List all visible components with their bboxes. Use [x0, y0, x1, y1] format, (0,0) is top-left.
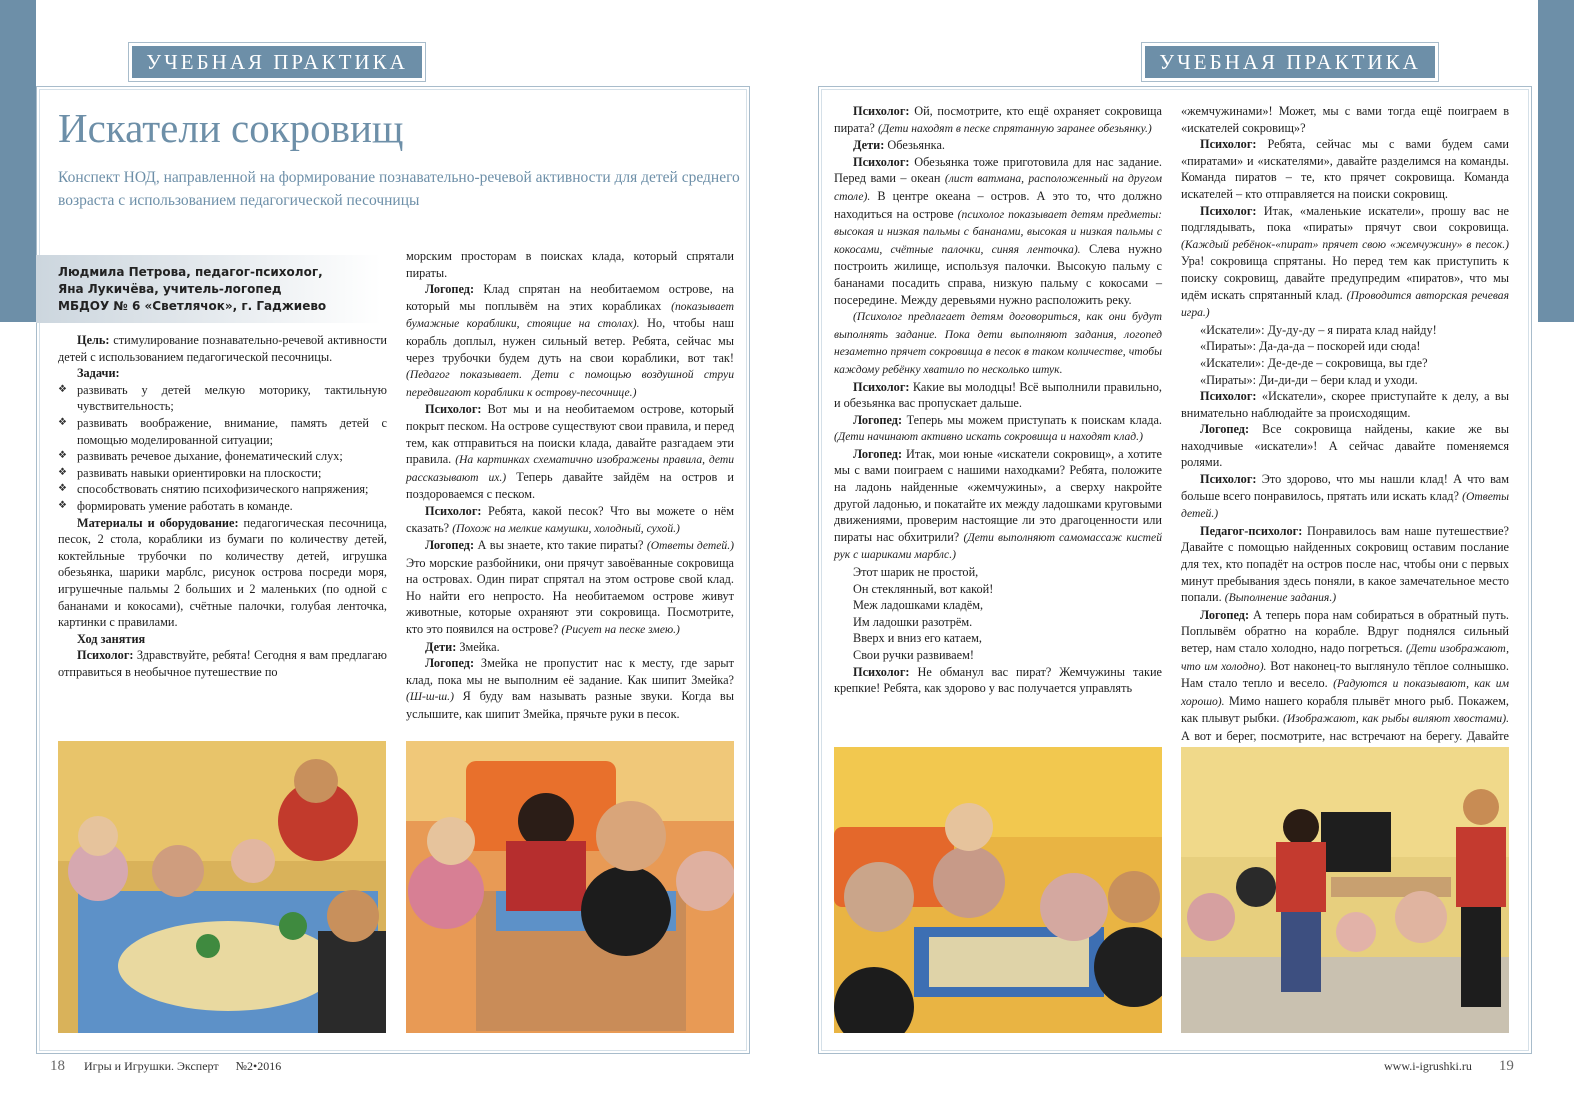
photo-2-image — [406, 741, 734, 1033]
footer-right — [1384, 1058, 1514, 1075]
magazine-name: Игры и Игрушки. Эксперт — [84, 1059, 219, 1073]
text-column-2: морским просторам в поисках клада, который спрятали пираты. Логопед: Клад спрятан на необитаемом острове, на который мы поплывём на этих корабликах (показывает бумажные кораблики, стоящие на столах). Но, чтобы наш корабль доплыл, нужен сильный ветер. Ребята, сейчас мы через трубочки будем дуть на свои кораблики, вот так! (Педагог показывает. Дети с помощью воздушной струи передвигают кораблики к острову-песочнице.) Психолог: Вот мы и на необитаемом острове, который покрыт песком. На острове существуют свои правила, и перед тем, как отправиться на поиски клада, давайте разгадаем эти правила. (На картинках схематично изображены правила, дети рассказывают их.) Теперь давайте зайдём на остров и поздороваемся с песком. Психолог: Ребята, какой песок? Что вы можете о нём сказать? (Похож на мелкие камушки, холодный, сухой.) Логопед: А вы знаете, кто такие пираты? (Ответы детей.) Это морские разбойники, они прячут завоёванные сокровища на островах. Один пират спрятал на этом острове свой клад. Но найти его непросто. На необитаемом острове живут животные, которые охраняют эти сокровища. Посмотрите, кто это появился на острове? (Рисует на песке змею.) Дети: Змейка. Логопед: Змейка не пропустит нас к месту, где зарыт клад, пока мы не выполним её задание. Как шипит Змейка? (Ш-ш-ш.) Я буду вам называть разные звуки. Когда вы услышите, как шипит Змейка, прячьте руки в песок. — [406, 249, 734, 722]
photo-1-image — [58, 741, 386, 1033]
footer-left — [50, 1058, 281, 1075]
photo-4 — [1181, 747, 1509, 1033]
text-column-3: Психолог: Ой, посмотрите, кто ещё охраняет сокровища пирата? (Дети находят в песке спрятанную заранее обезьянку.) Дети: Обезьянка. Психолог: Обезьянка тоже приготовила для нас задание. Перед вами – океан (лист ватмана, расположенный на другом столе). В центре океана – остров. А это то, что должно находиться на острове (психолог показывает детям предметы: высокая и низкая пальмы с бананами, высокая и низкая пальмы с кокосами, счётные палочки, синяя ленточка). Слева нужно построить жилище, используя палочки. Высокую пальму с бананами посадить справа, низкую пальму с кокосами – посередине. Между деревьями нужно расположить реку. (Психолог предлагает детям договориться, как они будут выполнять задание. Пока дети выполняют задания, логопед незаметно прячет сокровища в песок в таком количестве, чтобы каждому ребёнку хватило по несколько штук. Психолог: Какие вы молодцы! Всё выполнили правильно, и обезьянка вас пропускает дальше. Логопед: Теперь мы можем приступать к поискам клада. (Дети начинают активно искать сокровища и находят клад.) Логопед: Итак, мои юные «искатели сокровищ», а хотите мы с вами поиграем с нашими находками? Ребята, положите на ладонь найденные «жемчужины», а сверху накройте другой ладонью, и покатайте их между ладошками круговыми движениями, проверим настоящие ли это драгоценности или пираты нас обхитрили? (Дети выполняют самомассаж кистей рук с шариками марблс.) Этот шарик не простой, Он стеклянный, вот какой! Меж ладошками кладём, Им ладошки разотрём. Вверх и вниз его катаем, Свои ручки развиваем! Психолог: Не обманул вас пират? Жемчужины такие крепкие! Ребята, как здорово у вас получается управлять — [834, 104, 1162, 696]
right-edge-bar — [1538, 0, 1574, 322]
section-tab-left — [128, 42, 426, 82]
photo-4-image — [1181, 747, 1509, 1033]
article-subtitle: Конспект НОД, направленной на формирование познавательно-речевой активности для детей среднего возраста с использованием педагогической песочницы — [58, 169, 740, 209]
left-edge-bar — [0, 0, 36, 322]
photo-3 — [834, 747, 1162, 1033]
author-line: Людмила Петрова, педагог-психолог, — [58, 265, 323, 279]
author-line: Яна Лукичёва, учитель-логопед — [58, 282, 282, 296]
section-tab-right — [1141, 42, 1439, 82]
author-line: МБДОУ № 6 «Светлячок», г. Гаджиево — [58, 299, 327, 313]
text-column-4: «жемчужинами»! Может, мы с вами тогда ещё поиграем в «искателей сокровищ»? Психолог: Ребята, сейчас мы с вами будем сами «пиратами» и «искателями», давайте разделимся на команды. Команда пиратов – те, кто прячет сокровища. Команда искателей – кто отправляется на поиски сокровищ. Психолог: Итак, «маленькие искатели», прошу вас не подглядывать, пока «пираты» прячут свои сокровища. (Каждый ребёнок-«пират» прячет свою «жемчужину» в песок.) Ура! сокровища спрятаны. Но перед тем как приступить к поиску сокровищ, давайте предупредим «пиратов», что мы идём искать спрятанный клад. (Проводится авторская речевая игра.) «Искатели»: Ду-ду-ду – я пирата клад найду! «Пираты»: Да-да-да – поскорей иди сюда! «Искатели»: Де-де-де – сокровища, вы где? «Пираты»: Ди-ди-ди – бери клад и уходи. Психолог: «Искатели», скорее приступайте к делу, а вы внимательно наблюдайте за происходящим. Логопед: Все сокровища найдены, какие же вы находчивые «искатели»! А сейчас давайте поменяемся ролями. Психолог: Это здорово, что мы нашли клад! А что вам больше всего понравилось, прятать или искать клад? (Ответы детей.) Педагог-психолог: Понравилось вам наше путешествие? Давайте с помощью найденных сокровищ оставим послание для тех, кто попадёт на остров после нас, чтобы они с первых минут пребывания здесь поняли, в какое замечательное место попали. (Выполнение задания.) Логопед: А теперь пора нам собираться в обратный путь. Поплывём обратно на корабле. Вдруг поднялся сильный ветер, нам стало холодно, надо погреться. (Дети изображают, что им холодно). Вот наконец-то выглянуло тёплое солнышко. Нам стало тепло и весело. (Радуются и показывают, как им хорошо). Мимо нашего корабля плывёт много рыб. Покажем, как плывут рыбки. (Изображают, как рыбы виляют хвостами). А вот и берег, посмотрите, нас встречают на берегу. Давайте — [1181, 104, 1509, 743]
article-title: Искатели сокровищ — [58, 105, 404, 151]
section-tab-label: УЧЕБНАЯ ПРАКТИКА — [132, 46, 422, 78]
page-number-left: 18 — [50, 1058, 65, 1074]
issue-number: №2•2016 — [235, 1059, 282, 1073]
page-number-right: 19 — [1498, 1058, 1514, 1074]
photo-3-image — [834, 747, 1162, 1033]
authors-block — [36, 255, 381, 323]
section-tab-label: УЧЕБНАЯ ПРАКТИКА — [1145, 46, 1435, 78]
photo-2 — [406, 741, 734, 1033]
photo-1 — [58, 741, 386, 1033]
website-url: www.i-igrushki.ru — [1384, 1059, 1472, 1073]
text-column-1: Цель: стимулирование познавательно-речевой активности детей с использованием педагогической песочницы. Задачи: ❖ развивать у детей мелкую моторику, тактильную чувствительность; ❖ развивать воображение, внимание, память детей с помощью моделированной ситуации; ❖ развивать речевое дыхание, фонематический слух; ❖ развивать навыки ориентировки на плоскости; ❖ способствовать снятию психофизического напряжения; ❖ формировать умение работать в команде. Материалы и оборудование: педагогическая песочница, песок, 2 стола, кораблики из бумаги по количеству детей, коктейльные трубочки по количеству детей, игрушка обезьянка, шарики марблс, рисунок острова посреди моря, игрушечные пальмы 2 больших и 2 маленьких (по одной с бананами и кокосами), счётные палочки, голубая ленточка, картинки с правилами. Ход занятия Психолог: Здравствуйте, ребята! Сегодня я вам предлагаю отправиться в необычное путешествие по — [58, 332, 387, 680]
